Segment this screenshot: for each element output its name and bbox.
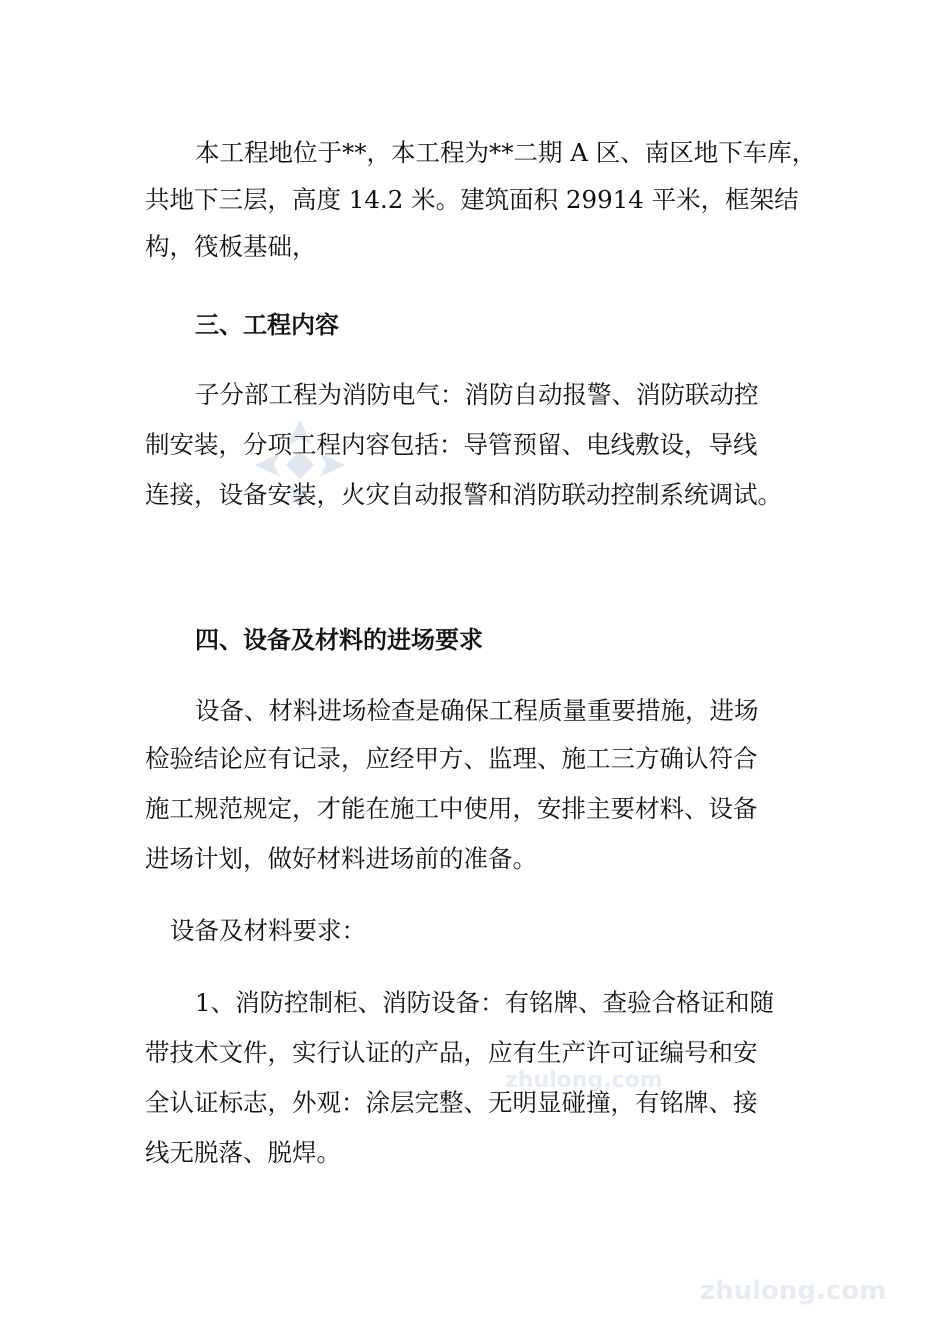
watermark-text-bottom: zhulong.com — [700, 1276, 887, 1306]
paragraph-line: 1、消防控制柜、消防设备：有铭牌、查验合格证和随 — [195, 988, 775, 1017]
paragraph-line: 检验结论应有记录，应经甲方、监理、施工三方确认符合 — [145, 744, 758, 773]
paragraph-line: 进场计划，做好材料进场前的准备。 — [145, 844, 537, 873]
paragraph-line: 设备、材料进场检查是确保工程质量重要措施，进场 — [195, 696, 759, 725]
section-heading: 三、工程内容 — [195, 311, 339, 339]
paragraph-line: 构，筏板基础， — [145, 232, 317, 261]
paragraph-line: 制安装，分项工程内容包括：导管预留、电线敷设，导线 — [145, 430, 758, 459]
paragraph-line: 连接，设备安装，火灾自动报警和消防联动控制系统调试。 — [145, 480, 782, 509]
paragraph-line: 本工程地位于**，本工程为**二期 A 区、南区地下车库， — [195, 138, 817, 167]
paragraph-line: 施工规范规定，才能在施工中使用，安排主要材料、设备 — [145, 794, 758, 823]
paragraph-line: 全认证标志，外观：涂层完整、无明显碰撞，有铭牌、接 — [145, 1088, 758, 1117]
paragraph-line: 设备及材料要求： — [170, 916, 366, 945]
paragraph-line: 子分部工程为消防电气：消防自动报警、消防联动控 — [195, 380, 759, 409]
paragraph-line: 线无脱落、脱焊。 — [145, 1138, 341, 1167]
section-heading: 四、设备及材料的进场要求 — [195, 626, 483, 654]
paragraph-line: 带技术文件，实行认证的产品，应有生产许可证编号和安 — [145, 1038, 758, 1067]
paragraph-line: 共地下三层，高度 14.2 米。建筑面积 29914 平米，框架结 — [145, 185, 799, 214]
watermark-text-mid: zhulong.com — [505, 1068, 663, 1093]
